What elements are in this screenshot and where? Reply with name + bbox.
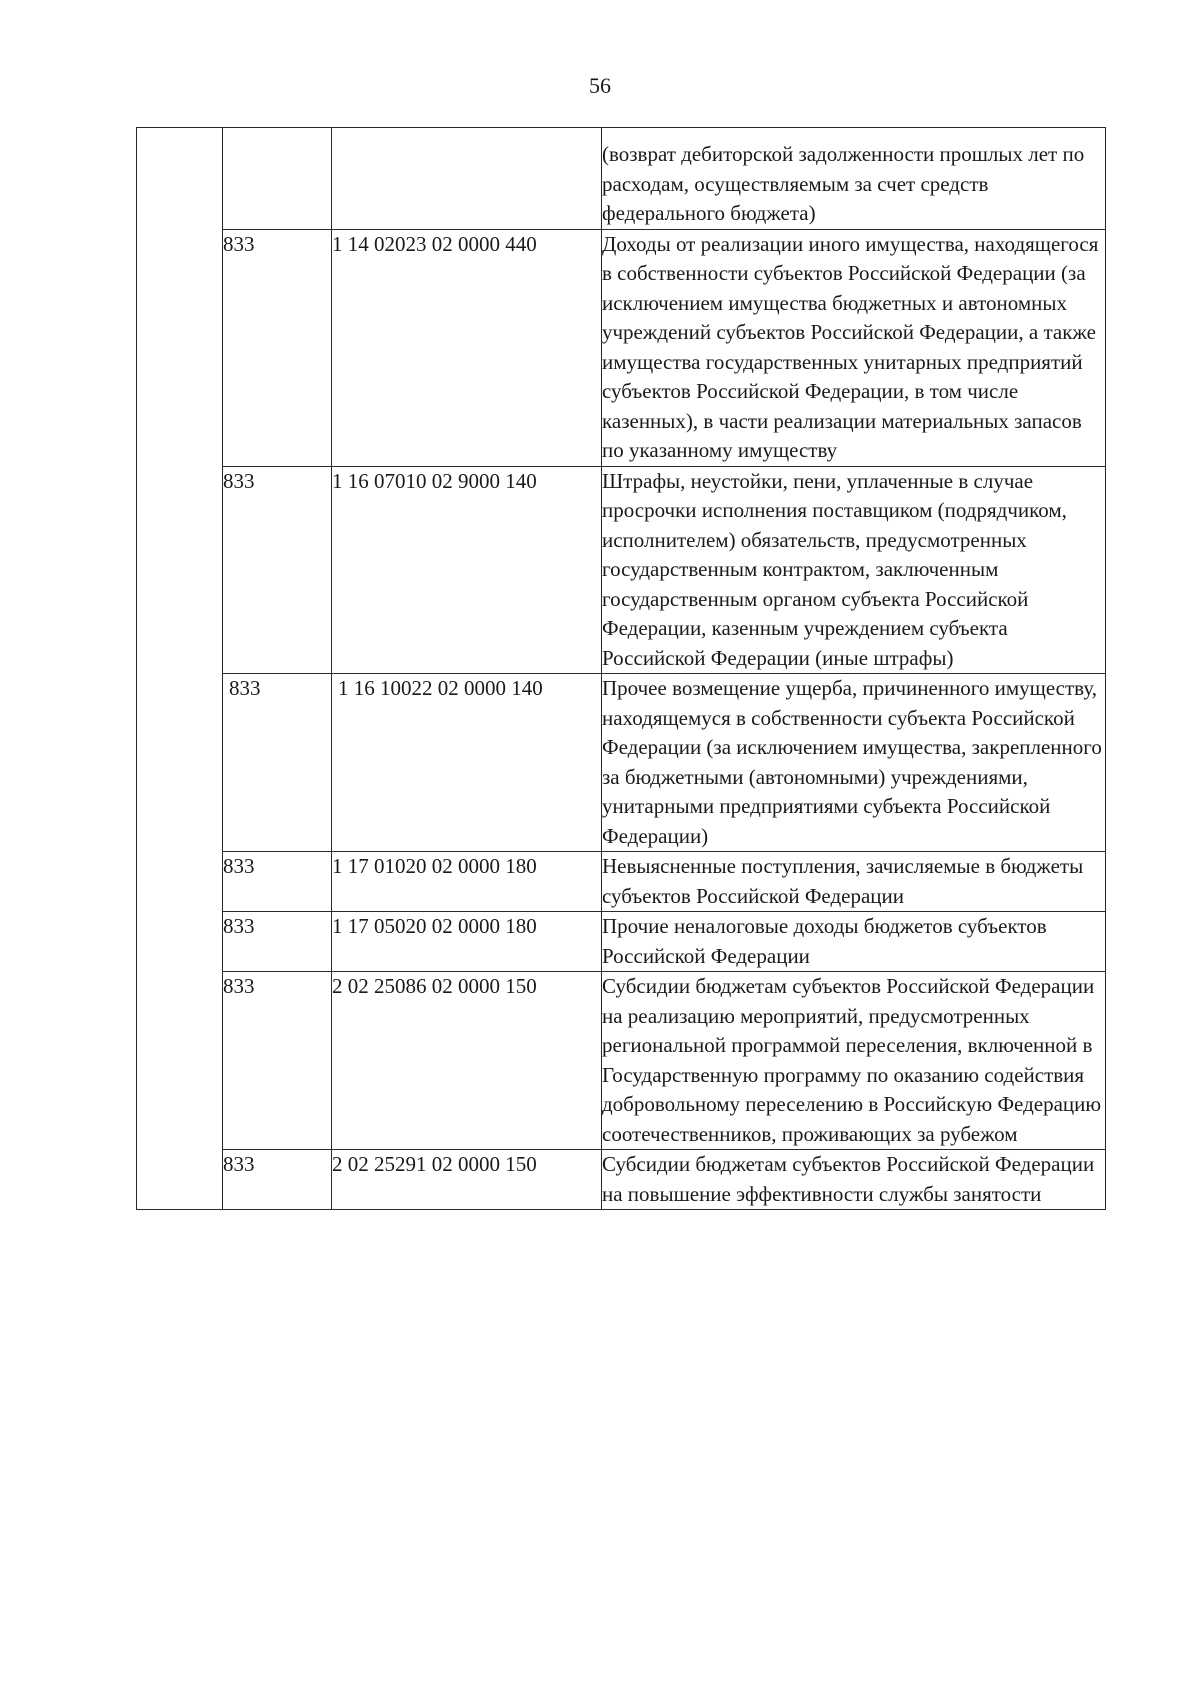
description-cell [602,128,1106,230]
table-row [137,674,1106,852]
description-cell [602,852,1106,912]
table-row [137,466,1106,674]
merged-left-cell [137,128,223,1210]
table-row [137,912,1106,972]
budget-classification-code-cell: 1 14 02023 02 0000 440 [332,229,602,466]
admin-code-cell: 833 [223,466,332,674]
admin-code-cell: 833 [223,852,332,912]
description-text: Доходы от реализации иного имущества, находящегося в собственности субъектов Российской Федерации (за исключением имущества бюджетных и автономных учреждений субъектов Российской Федерации, а также имущества государственных унитарных предприятий субъектов Российской Федерации, в том числе казенных), в части реализации материальных запасов по указанному имуществу [602,231,1099,462]
budget-classification-code-cell: 2 02 25291 02 0000 150 [332,1150,602,1210]
table-row-continuation [137,128,1106,230]
description-cell [602,674,1106,852]
description-text: Субсидии бюджетам субъектов Российской Федерации на реализацию мероприятий, предусмотренных региональной программой переселения, включенной в Государственную программу по оказанию содействия добровольному переселению в Российскую Федерацию соотечественников, проживающих за рубежом [602,974,1102,1146]
admin-code-cell: 833 [223,674,332,852]
admin-code-cell: 833 [223,229,332,466]
description-text: Штрафы, неустойки, пени, уплаченные в случае просрочки исполнения поставщиком (подрядчиком, исполнителем) обязательств, предусмотренных государственным контрактом, заключенным государственным органом субъекта Российской Федерации, казенным учреждением субъекта Российской Федерации (иные штрафы) [602,468,1067,670]
table-row [137,852,1106,912]
description-text: (возврат дебиторской задолженности прошлых лет по расходам, осуществляемым за счет средств федерального бюджета) [602,142,1085,225]
table-row [137,229,1106,466]
table-row [137,1150,1106,1210]
table-row [137,972,1106,1150]
admin-code-cell: 833 [223,912,332,972]
budget-revenue-table [136,127,1106,1210]
description-text: Невыясненные поступления, зачисляемые в бюджеты субъектов Российской Федерации [602,854,1084,908]
description-text: Прочие неналоговые доходы бюджетов субъектов Российской Федерации [602,914,1047,968]
budget-classification-code-cell: 1 16 07010 02 9000 140 [332,466,602,674]
description-text: Субсидии бюджетам субъектов Российской Федерации на повышение эффективности службы занятости [602,1152,1095,1206]
budget-classification-code-cell: 1 17 01020 02 0000 180 [332,852,602,912]
page-number: 56 [589,73,611,98]
admin-code-cell [223,128,332,230]
description-cell [602,972,1106,1150]
budget-classification-code-cell: 2 02 25086 02 0000 150 [332,972,602,1150]
admin-code-cell: 833 [223,1150,332,1210]
description-cell [602,229,1106,466]
budget-classification-code-cell: 1 16 10022 02 0000 140 [332,674,602,852]
budget-classification-code-cell: 1 17 05020 02 0000 180 [332,912,602,972]
description-text: Прочее возмещение ущерба, причиненного имуществу, находящемуся в собственности субъекта Российской Федерации (за исключением имущества, закрепленного за бюджетными (автономными) учреждениями, унитарными предприятиями субъекта Российской Федерации) [602,676,1102,848]
description-cell [602,1150,1106,1210]
description-cell [602,912,1106,972]
admin-code-cell: 833 [223,972,332,1150]
budget-classification-code-cell [332,128,602,230]
description-cell [602,466,1106,674]
